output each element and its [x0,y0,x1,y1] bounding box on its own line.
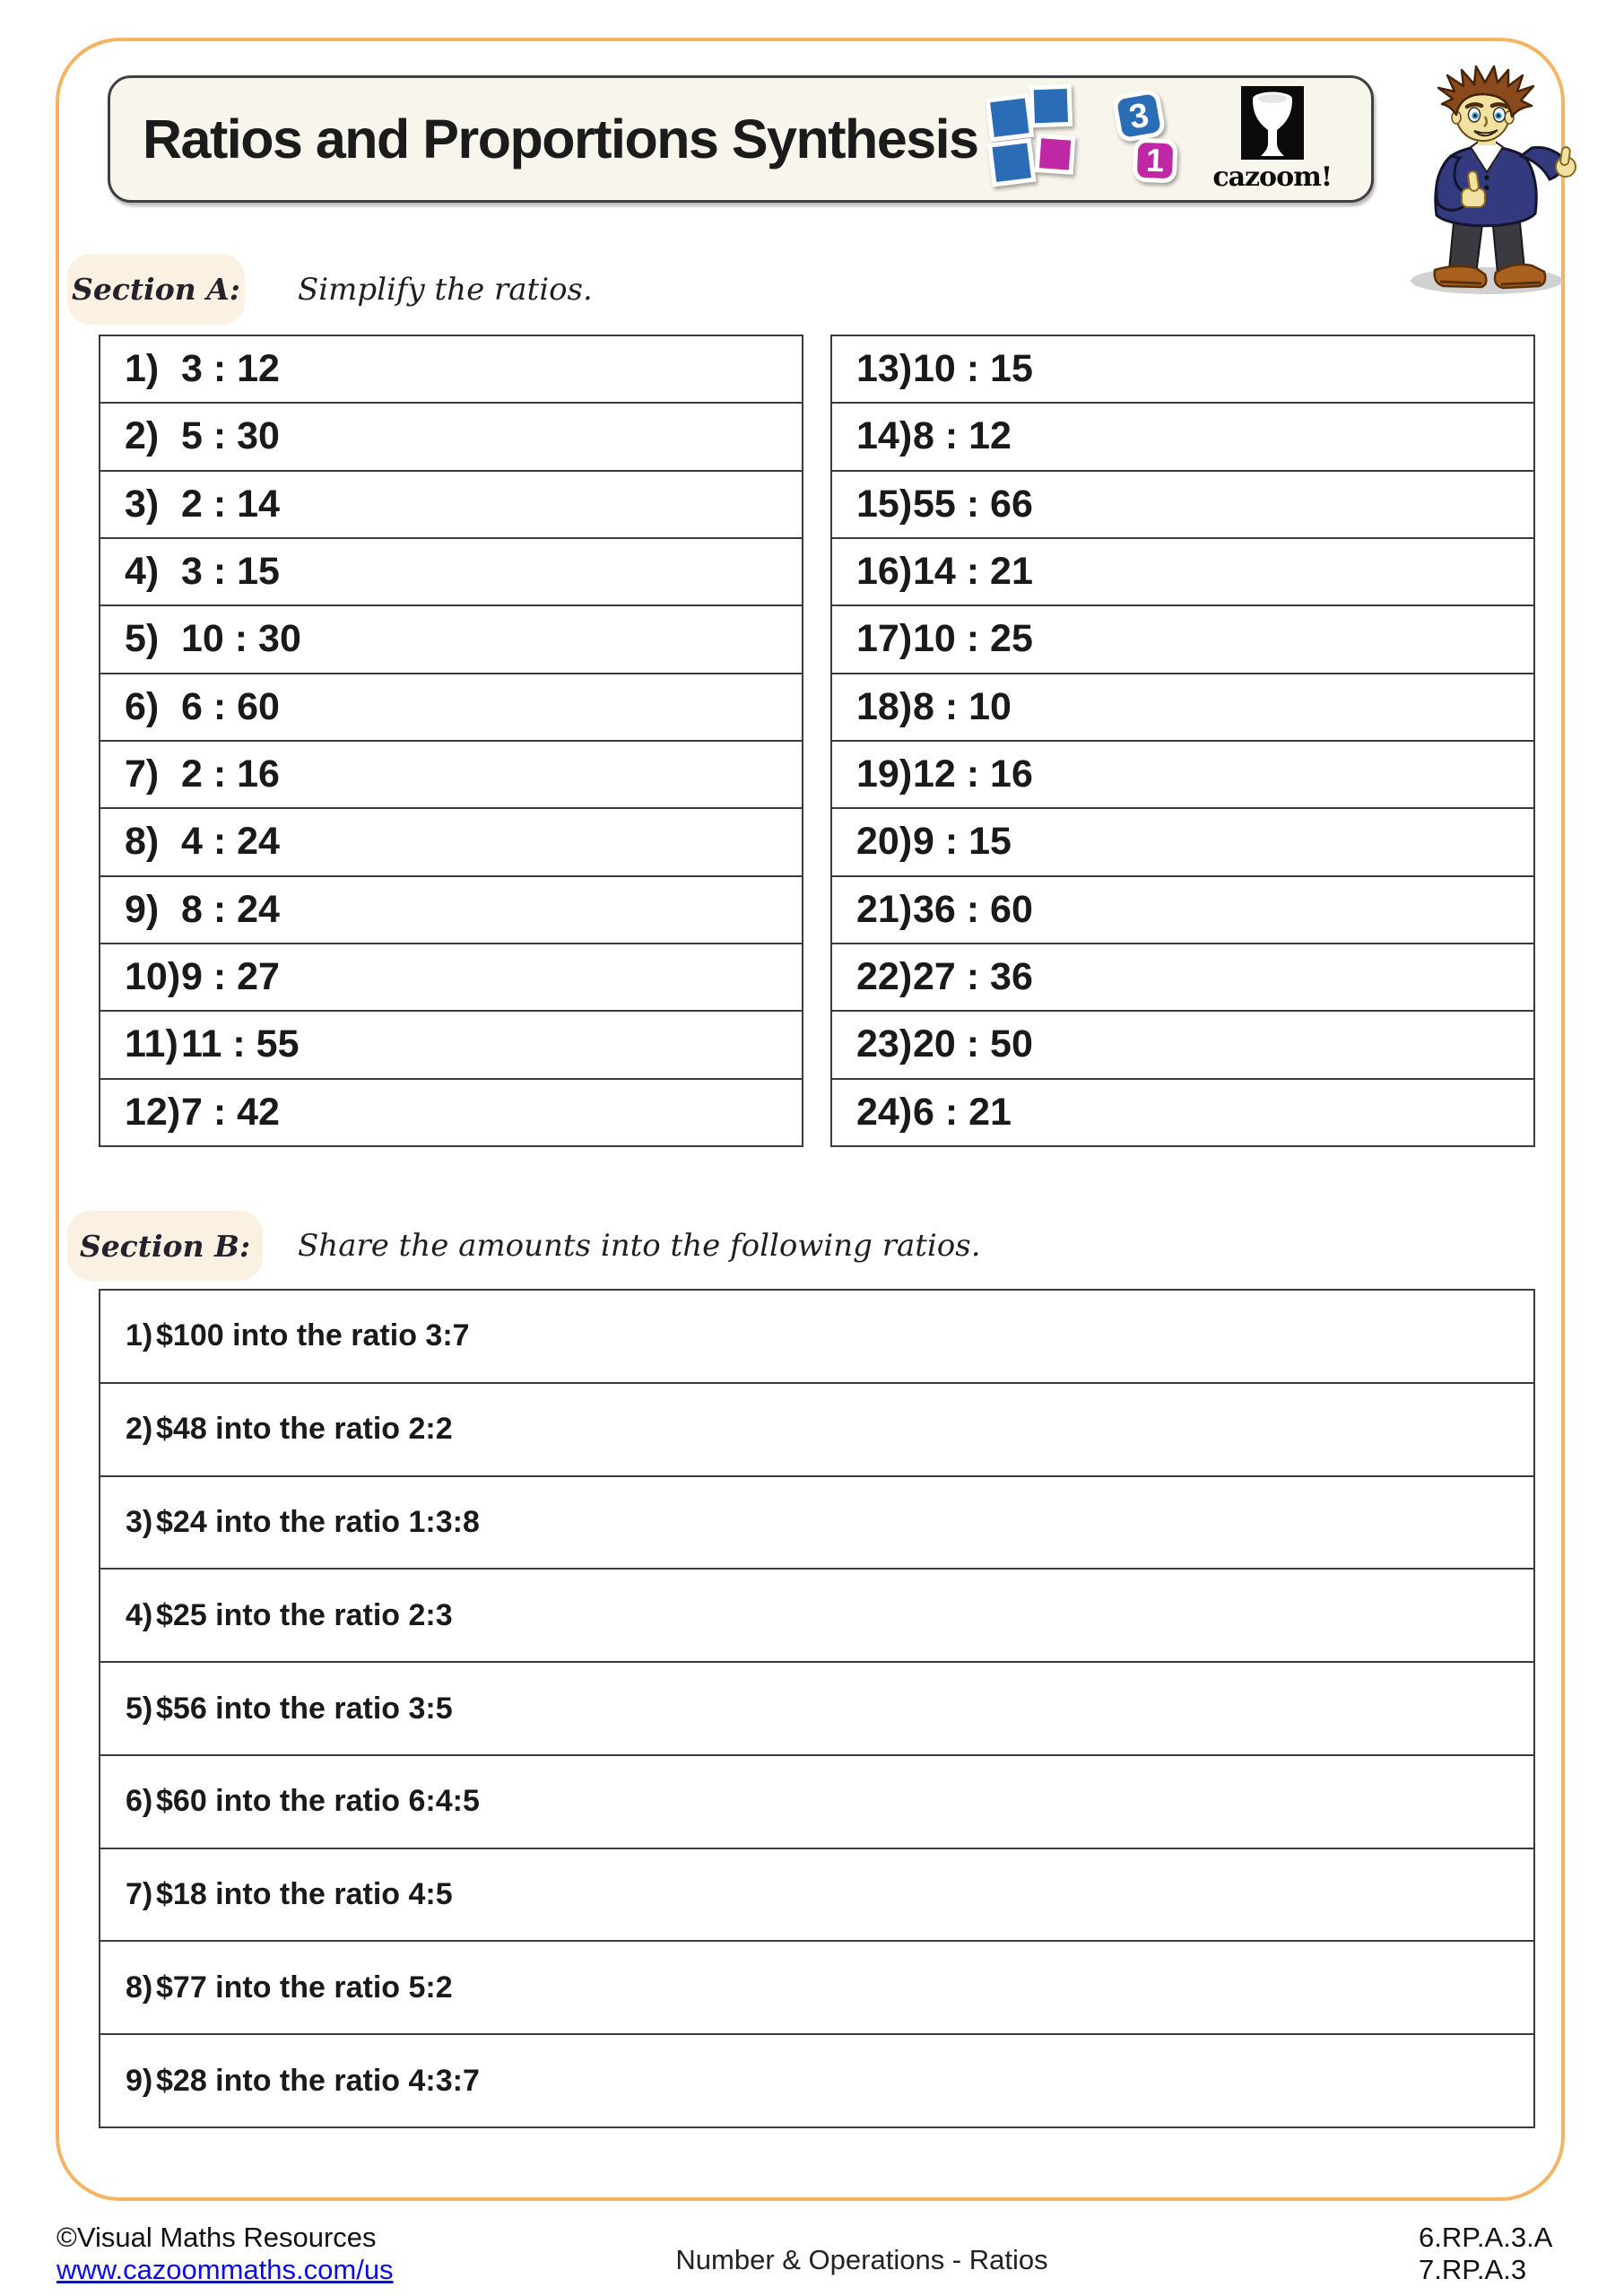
section-a-instruction: Simplify the ratios. [298,271,593,308]
problem-ratio: 20 : 50 [913,1022,1033,1066]
table-row [832,472,1533,539]
problem-number: 22) [856,955,913,999]
problem-ratio: 11 : 55 [181,1022,300,1066]
brand-wordmark: cazoom! [1212,161,1332,193]
problem-ratio: 5 : 30 [181,414,280,458]
table-row [100,1080,802,1145]
title-box [108,75,1374,203]
problem-text: $18 into the ratio 4:5 [156,1877,453,1912]
problem-number: 19) [856,752,913,796]
problem-ratio: 8 : 12 [913,414,1012,458]
problem-number: 1) [125,347,160,391]
problem-ratio: 36 : 60 [913,887,1033,931]
problem-text: $48 into the ratio 2:2 [156,1412,453,1447]
problem-text: $28 into the ratio 4:3:7 [156,2063,480,2098]
problem-ratio: 14 : 21 [913,550,1033,594]
table-row [100,1942,1533,2035]
problem-number: 20) [856,820,913,864]
mascot-illustration [1381,63,1596,298]
problem-ratio: 6 : 21 [913,1090,1012,1134]
table-row [100,809,802,876]
problem-ratio: 6 : 60 [181,684,280,728]
table-row [100,944,802,1012]
problem-number: 12) [125,1090,181,1134]
problem-ratio: 10 : 30 [181,617,301,661]
problem-ratio: 8 : 10 [913,684,1012,728]
table-row [100,1849,1533,1943]
problem-number: 2) [125,414,160,458]
section-b-instruction: Share the amounts into the following ratios. [298,1228,981,1264]
section-b-table [99,1289,1535,2128]
table-row [100,1756,1533,1849]
problem-ratio: 3 : 12 [181,347,280,391]
problem-text: $25 into the ratio 2:3 [156,1597,453,1632]
copyright-text: ©Visual Maths Resources [56,2222,377,2253]
problem-number: 14) [856,414,913,458]
problem-ratio: 7 : 42 [181,1090,280,1134]
page-title: Ratios and Proportions Synthesis [143,109,978,170]
problem-number: 21) [856,887,913,931]
section-b-label-text: Section B: [79,1228,251,1264]
problem-ratio: 3 : 15 [181,550,280,594]
table-row [832,606,1533,674]
problem-number: 1) [126,1318,153,1353]
table-row [100,1291,1533,1384]
problem-number: 17) [856,617,913,661]
problem-number: 15) [856,482,913,526]
problem-number: 9) [125,887,160,931]
table-row [100,336,802,404]
problem-ratio: 10 : 15 [913,347,1033,391]
problem-text: $56 into the ratio 3:5 [156,1691,453,1726]
table-row [100,742,802,809]
problem-number: 24) [856,1090,913,1134]
problem-ratio: 4 : 24 [181,820,280,864]
table-row [832,877,1533,944]
problem-ratio: 27 : 36 [913,955,1033,999]
problem-number: 8) [126,1970,153,2005]
logo-number-tiles-icon [1108,87,1184,191]
problem-number: 23) [856,1022,913,1066]
problem-number: 6) [125,684,160,728]
table-row [832,404,1533,471]
problem-number: 16) [856,550,913,594]
tile-number-1: 1 [1145,141,1166,179]
section-a-label-text: Section A: [72,272,240,307]
problem-number: 4) [125,550,160,594]
problem-number: 11) [125,1022,178,1066]
problem-number: 3) [126,1504,153,1539]
problem-number: 13) [856,347,913,391]
standard-code-1: 6.RP.A.3.A [1419,2222,1553,2253]
tile-number-3: 3 [1126,96,1152,137]
problem-number: 9) [126,2063,153,2098]
table-row [832,674,1533,742]
table-row [832,1080,1533,1145]
problem-text: $24 into the ratio 1:3:8 [156,1504,480,1539]
problem-number: 5) [126,1691,153,1726]
cazoom-logo [986,83,1332,195]
problem-number: 3) [125,482,160,526]
section-a-label [67,254,245,325]
problem-number: 18) [856,684,913,728]
problem-text: $77 into the ratio 5:2 [156,1970,453,2005]
table-row [100,1012,802,1079]
logo-squares-icon [986,83,1080,195]
problem-ratio: 8 : 24 [181,887,280,931]
problem-ratio: 2 : 14 [181,482,280,526]
section-a-table-right [830,335,1535,1147]
problem-text: $60 into the ratio 6:4:5 [156,1784,480,1819]
section-a-tables [99,335,1535,1147]
table-row [100,404,802,471]
table-row [100,674,802,742]
problem-number: 2) [126,1412,153,1447]
problem-ratio: 10 : 25 [913,617,1033,661]
problem-ratio: 55 : 66 [913,482,1033,526]
standard-code-2: 7.RP.A.3 [1419,2254,1527,2285]
problem-ratio: 12 : 16 [913,752,1033,796]
table-row [832,539,1533,606]
problem-number: 7) [125,752,160,796]
table-row [100,877,802,944]
table-row [100,1384,1533,1477]
problem-number: 7) [126,1877,153,1912]
website-link[interactable]: www.cazoommaths.com/us [56,2254,394,2285]
table-row [832,336,1533,404]
problem-number: 5) [125,617,160,661]
table-row [100,539,802,606]
table-row [832,809,1533,876]
brand-block [1212,86,1332,193]
problem-ratio: 9 : 27 [181,955,280,999]
footer-standards [1419,2222,1552,2286]
table-row [832,742,1533,809]
table-row [100,1570,1533,1663]
problem-number: 10) [125,955,181,999]
problem-ratio: 9 : 15 [913,820,1012,864]
problem-number: 6) [126,1784,153,1819]
table-row [832,1012,1533,1079]
section-a-table-left [99,335,803,1147]
table-row [100,606,802,674]
problem-text: $100 into the ratio 3:7 [156,1318,470,1353]
footer-topic: Number & Operations - Ratios [675,2244,1048,2275]
table-row [100,2035,1533,2126]
section-b-label [67,1211,263,1281]
table-row [100,472,802,539]
table-row [100,1663,1533,1756]
problem-ratio: 2 : 16 [181,752,280,796]
table-row [832,944,1533,1012]
table-row [100,1477,1533,1570]
drum-icon [1241,86,1304,160]
problem-number: 4) [126,1597,153,1632]
problem-number: 8) [125,820,160,864]
